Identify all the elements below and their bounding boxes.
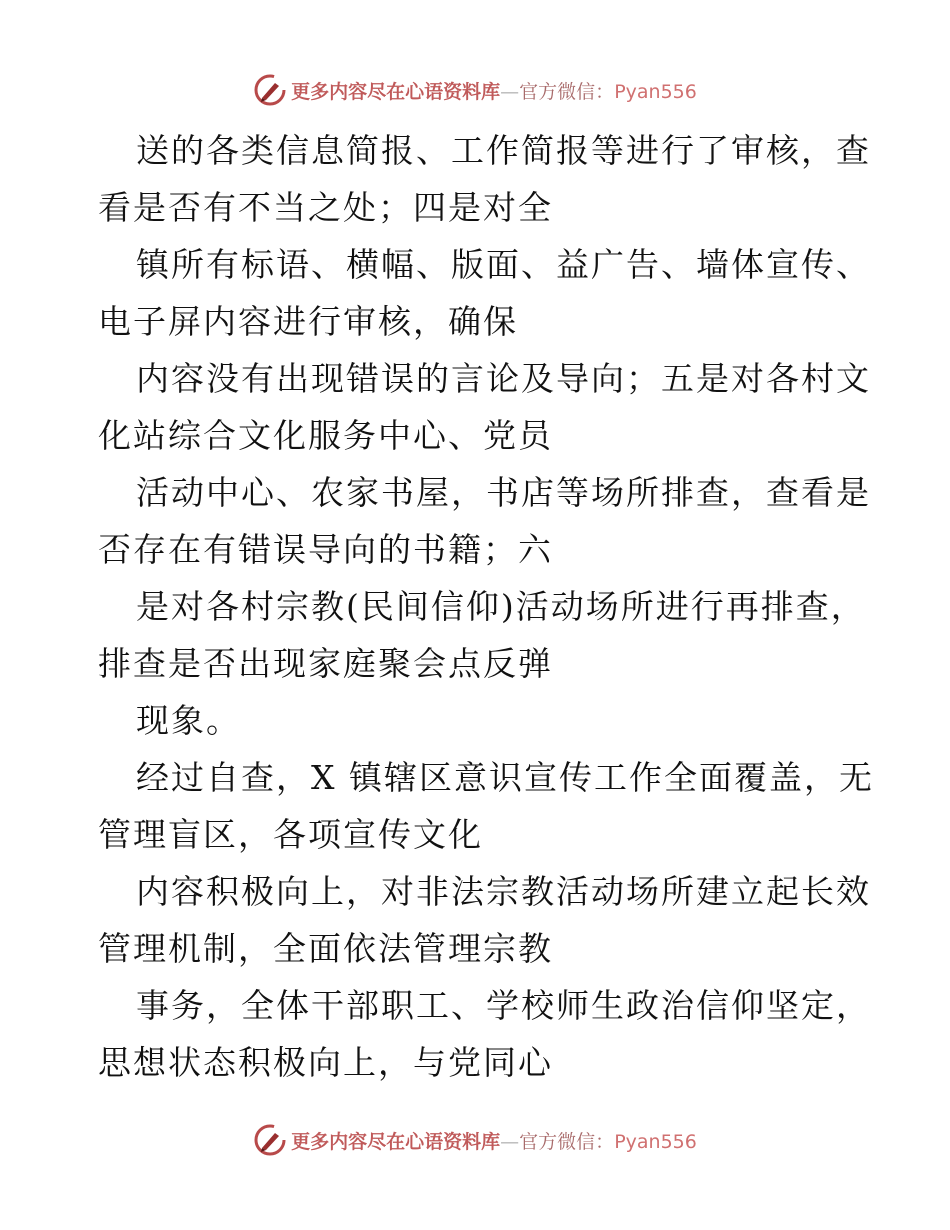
header-banner	[0, 70, 950, 110]
footer-banner-main: 更多内容尽在心语资料库	[291, 1130, 501, 1153]
pen-logo-icon	[253, 1123, 287, 1157]
body-line: 排查是否出现家庭聚会点反弹	[98, 644, 553, 683]
header-banner-wechat-label: 官方微信：	[519, 80, 615, 103]
body-line: 送的各类信息简报、工作简报等进行了审核，查	[136, 131, 871, 170]
footer-banner	[0, 1120, 950, 1160]
body-line: 镇所有标语、横幅、版面、益广告、墙体宣传、	[136, 245, 871, 284]
header-banner-wechat-id: Pyan556	[614, 80, 697, 103]
body-line: 管理机制，全面依法管理宗教	[98, 929, 553, 968]
body-line: 事务，全体干部职工、学校师生政治信仰坚定，	[136, 986, 871, 1025]
body-line: 经过自查，X 镇辖区意识宣传工作全面覆盖，无	[136, 758, 874, 797]
footer-banner-separator: —	[500, 1130, 520, 1153]
footer-banner-wechat-label: 官方微信：	[519, 1130, 615, 1153]
body-line: 现象。	[136, 701, 241, 740]
body-line: 管理盲区，各项宣传文化	[98, 815, 483, 854]
body-line: 思想状态积极向上，与党同心	[98, 1043, 553, 1082]
body-line: 内容积极向上，对非法宗教活动场所建立起长效	[136, 872, 871, 911]
header-banner-main: 更多内容尽在心语资料库	[291, 80, 501, 103]
body-line: 电子屏内容进行审核，确保	[98, 302, 518, 341]
body-line: 是对各村宗教(民间信仰)活动场所进行再排查，	[136, 587, 866, 626]
body-line: 看是否有不当之处；四是对全	[98, 188, 553, 227]
body-line: 化站综合文化服务中心、党员	[98, 416, 553, 455]
body-line: 否存在有错误导向的书籍；六	[98, 530, 553, 569]
body-line: 内容没有出现错误的言论及导向；五是对各村文	[136, 359, 871, 398]
pen-logo-icon	[253, 73, 287, 107]
header-banner-separator: —	[500, 80, 520, 103]
document-body	[98, 122, 874, 1091]
footer-banner-text	[291, 1127, 697, 1154]
footer-banner-wechat-id: Pyan556	[614, 1130, 697, 1153]
body-line: 活动中心、农家书屋，书店等场所排查，查看是	[136, 473, 871, 512]
header-banner-text	[291, 77, 697, 104]
